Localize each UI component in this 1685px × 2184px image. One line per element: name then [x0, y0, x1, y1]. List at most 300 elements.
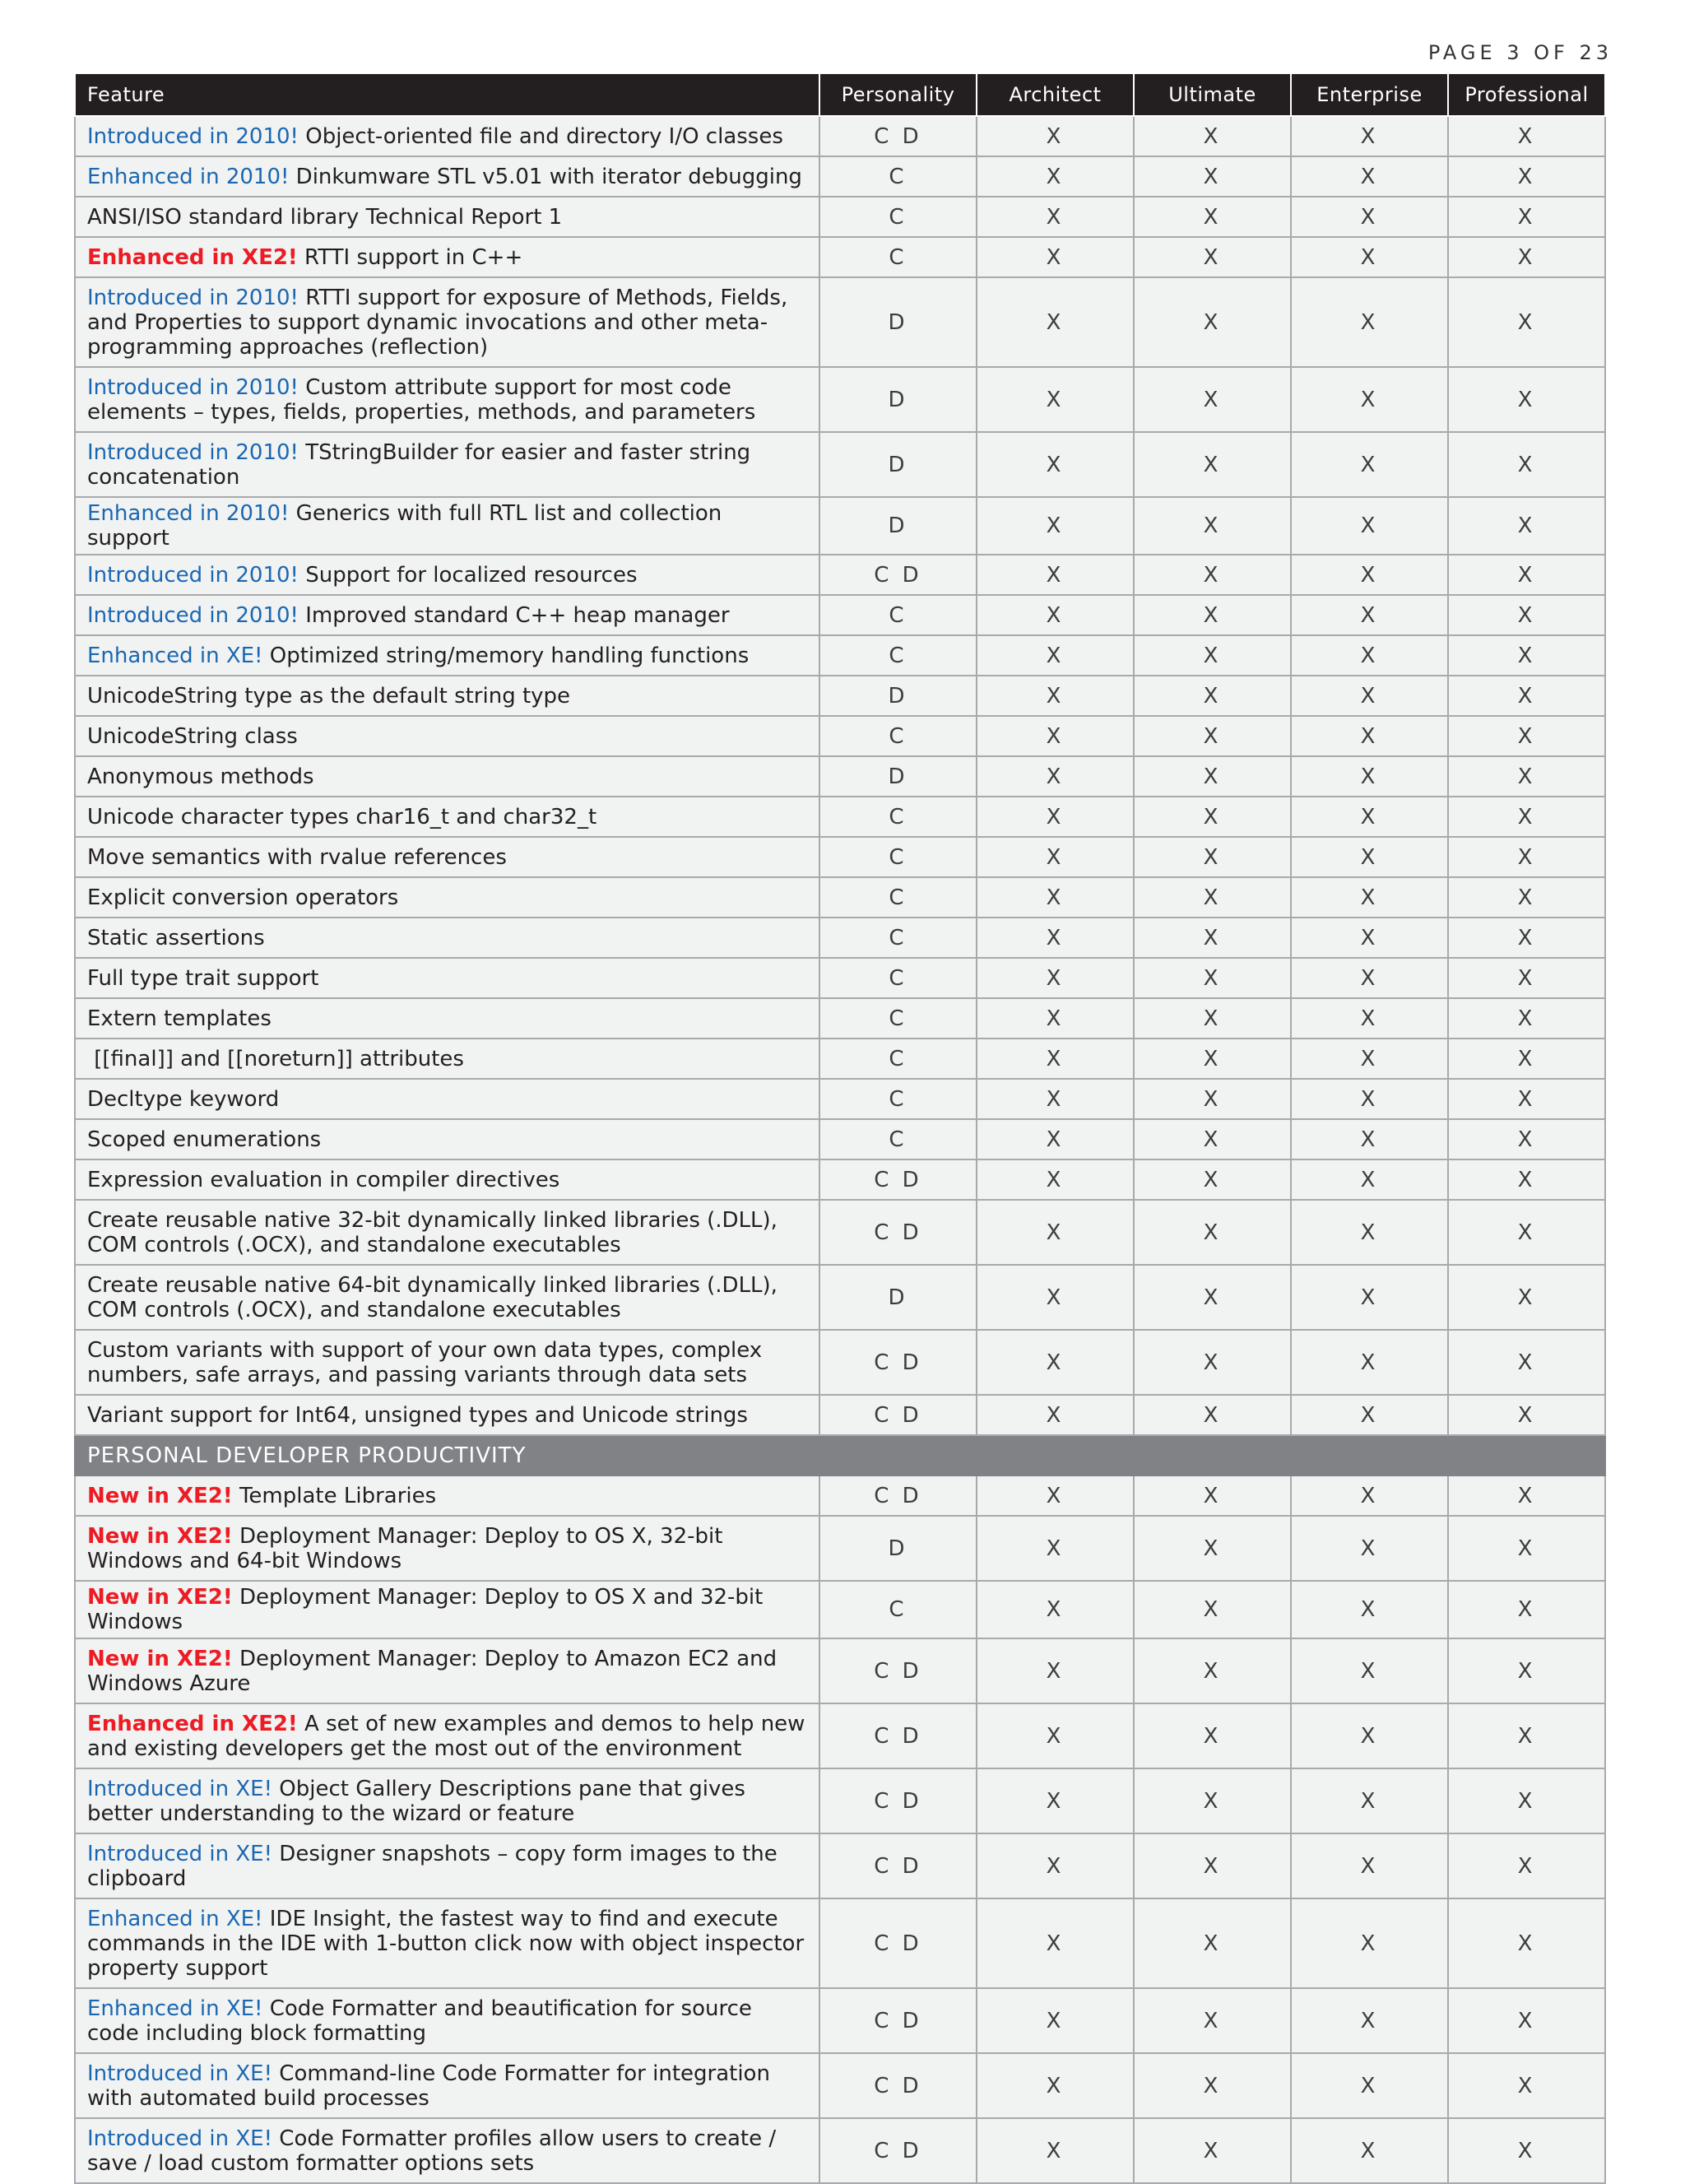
feature-status-prefix: Enhanced in 2010!	[87, 501, 290, 526]
enterprise-cell: X	[1291, 998, 1448, 1039]
table-row	[75, 756, 1605, 797]
personality-cell: C	[819, 918, 977, 958]
professional-cell: X	[1448, 877, 1605, 918]
personality-cell: C	[819, 837, 977, 877]
table-row	[75, 1395, 1605, 1435]
table-row	[75, 918, 1605, 958]
professional-cell: X	[1448, 432, 1605, 497]
architect-cell: X	[977, 432, 1134, 497]
architect-cell: X	[977, 1638, 1134, 1703]
table-row	[75, 1200, 1605, 1265]
personality-cell: C	[819, 1039, 977, 1079]
feature-status-prefix: Enhanced in XE!	[87, 643, 263, 668]
feature-status-prefix: Enhanced in XE!	[87, 1996, 263, 2021]
table-row	[75, 1581, 1605, 1638]
table-row	[75, 716, 1605, 756]
enterprise-cell: X	[1291, 1581, 1448, 1638]
feature-description: Code Formatter and beautification for source code including block formatting	[87, 1996, 759, 2046]
personality-cell: C	[819, 237, 977, 277]
table-row	[75, 1768, 1605, 1833]
feature-description: Variant support for Int64, unsigned types and Unicode strings	[87, 1402, 748, 1428]
architect-cell: X	[977, 555, 1134, 595]
feature-description: Template Libraries	[232, 1483, 437, 1508]
feature-cell	[75, 716, 819, 756]
feature-description: Deployment Manager: Deploy to OS X, 32-bit Windows and 64-bit Windows	[87, 1523, 730, 1573]
personality-cell: C D	[819, 1395, 977, 1435]
professional-cell: X	[1448, 1159, 1605, 1200]
ultimate-cell: X	[1134, 2118, 1291, 2183]
personality-cell: C	[819, 877, 977, 918]
table-row	[75, 432, 1605, 497]
feature-description: Static assertions	[87, 925, 265, 950]
enterprise-cell: X	[1291, 1988, 1448, 2053]
feature-cell	[75, 1200, 819, 1265]
feature-description: Deployment Manager: Deploy to OS X and 32-bit Windows	[87, 1585, 770, 1634]
enterprise-cell: X	[1291, 1516, 1448, 1581]
feature-status-prefix: Introduced in XE!	[87, 2061, 273, 2086]
architect-cell: X	[977, 918, 1134, 958]
ultimate-cell: X	[1134, 1330, 1291, 1395]
feature-cell	[75, 277, 819, 367]
table-row	[75, 1833, 1605, 1898]
architect-cell: X	[977, 1395, 1134, 1435]
professional-cell: X	[1448, 635, 1605, 676]
table-row	[75, 497, 1605, 555]
enterprise-cell: X	[1291, 958, 1448, 998]
personality-cell: C	[819, 716, 977, 756]
architect-cell: X	[977, 1581, 1134, 1638]
ultimate-cell: X	[1134, 1159, 1291, 1200]
personality-cell: D	[819, 277, 977, 367]
professional-cell: X	[1448, 156, 1605, 197]
feature-status-prefix: Introduced in 2010!	[87, 602, 299, 628]
architect-cell: X	[977, 197, 1134, 237]
ultimate-cell: X	[1134, 595, 1291, 635]
professional-cell: X	[1448, 555, 1605, 595]
enterprise-cell: X	[1291, 277, 1448, 367]
professional-cell: X	[1448, 1119, 1605, 1159]
table-row	[75, 116, 1605, 156]
professional-cell: X	[1448, 998, 1605, 1039]
personality-cell: D	[819, 676, 977, 716]
table-row	[75, 877, 1605, 918]
personality-cell: C D	[819, 1898, 977, 1988]
feature-cell	[75, 756, 819, 797]
personality-cell: C D	[819, 1988, 977, 2053]
feature-description: Improved standard C++ heap manager	[298, 602, 730, 628]
ultimate-cell: X	[1134, 156, 1291, 197]
page-number: PAGE 3 OF 23	[1427, 41, 1613, 64]
enterprise-cell: X	[1291, 432, 1448, 497]
ultimate-cell: X	[1134, 1395, 1291, 1435]
ultimate-cell: X	[1134, 756, 1291, 797]
feature-cell	[75, 555, 819, 595]
architect-cell: X	[977, 635, 1134, 676]
personality-cell: C D	[819, 555, 977, 595]
feature-matrix-table	[74, 74, 1606, 2184]
feature-status-prefix: Introduced in XE!	[87, 2126, 273, 2151]
professional-cell: X	[1448, 116, 1605, 156]
ultimate-cell: X	[1134, 1768, 1291, 1833]
ultimate-cell: X	[1134, 1475, 1291, 1516]
professional-cell: X	[1448, 277, 1605, 367]
feature-status-prefix: Introduced in 2010!	[87, 123, 299, 149]
personality-cell: C	[819, 635, 977, 676]
table-row	[75, 1638, 1605, 1703]
professional-cell: X	[1448, 837, 1605, 877]
feature-status-prefix: Introduced in 2010!	[87, 439, 299, 465]
feature-description: Command-line Code Formatter for integration with automated build processes	[87, 2061, 778, 2111]
feature-description: Anonymous methods	[87, 764, 314, 789]
architect-cell: X	[977, 756, 1134, 797]
personality-cell: D	[819, 367, 977, 432]
feature-cell	[75, 958, 819, 998]
personality-cell: C	[819, 595, 977, 635]
table-row	[75, 958, 1605, 998]
feature-description: Move semantics with rvalue references	[87, 844, 507, 870]
feature-cell	[75, 1395, 819, 1435]
enterprise-cell: X	[1291, 1768, 1448, 1833]
enterprise-cell: X	[1291, 756, 1448, 797]
enterprise-cell: X	[1291, 367, 1448, 432]
feature-description: ANSI/ISO standard library Technical Report 1	[87, 204, 563, 230]
personality-cell: C D	[819, 1330, 977, 1395]
ultimate-cell: X	[1134, 716, 1291, 756]
table-row	[75, 2053, 1605, 2118]
ultimate-cell: X	[1134, 1898, 1291, 1988]
enterprise-cell: X	[1291, 1039, 1448, 1079]
table-row	[75, 2118, 1605, 2183]
enterprise-cell: X	[1291, 1200, 1448, 1265]
ultimate-cell: X	[1134, 1833, 1291, 1898]
col-header-ultimate: Ultimate	[1134, 74, 1291, 116]
architect-cell: X	[977, 958, 1134, 998]
feature-cell	[75, 1119, 819, 1159]
personality-cell: C	[819, 998, 977, 1039]
feature-cell	[75, 918, 819, 958]
architect-cell: X	[977, 1159, 1134, 1200]
ultimate-cell: X	[1134, 958, 1291, 998]
ultimate-cell: X	[1134, 1265, 1291, 1330]
professional-cell: X	[1448, 1988, 1605, 2053]
professional-cell: X	[1448, 1039, 1605, 1079]
feature-cell	[75, 116, 819, 156]
enterprise-cell: X	[1291, 1475, 1448, 1516]
table-row	[75, 1265, 1605, 1330]
ultimate-cell: X	[1134, 676, 1291, 716]
table-row	[75, 1119, 1605, 1159]
col-header-architect: Architect	[977, 74, 1134, 116]
feature-description: Deployment Manager: Deploy to Amazon EC2 and Windows Azure	[87, 1646, 784, 1696]
ultimate-cell: X	[1134, 367, 1291, 432]
ultimate-cell: X	[1134, 497, 1291, 555]
feature-cell	[75, 156, 819, 197]
ultimate-cell: X	[1134, 555, 1291, 595]
professional-cell: X	[1448, 1638, 1605, 1703]
personality-cell: C D	[819, 1638, 977, 1703]
feature-cell	[75, 237, 819, 277]
feature-description: Custom attribute support for most code elements – types, fields, properties, methods, and parameters	[87, 374, 756, 425]
enterprise-cell: X	[1291, 2118, 1448, 2183]
architect-cell: X	[977, 277, 1134, 367]
ultimate-cell: X	[1134, 1581, 1291, 1638]
ultimate-cell: X	[1134, 1200, 1291, 1265]
architect-cell: X	[977, 1988, 1134, 2053]
ultimate-cell: X	[1134, 116, 1291, 156]
feature-cell	[75, 2053, 819, 2118]
feature-status-prefix: Introduced in 2010!	[87, 374, 299, 400]
personality-cell: C	[819, 197, 977, 237]
table-row	[75, 156, 1605, 197]
architect-cell: X	[977, 2118, 1134, 2183]
table-row	[75, 1475, 1605, 1516]
architect-cell: X	[977, 837, 1134, 877]
personality-cell: C D	[819, 1159, 977, 1200]
feature-cell	[75, 1581, 819, 1638]
table-row	[75, 1703, 1605, 1768]
feature-cell	[75, 1988, 819, 2053]
table-row	[75, 676, 1605, 716]
table-row	[75, 1988, 1605, 2053]
professional-cell: X	[1448, 1395, 1605, 1435]
personality-cell: C D	[819, 116, 977, 156]
professional-cell: X	[1448, 497, 1605, 555]
feature-status-prefix: Enhanced in XE2!	[87, 244, 298, 270]
feature-description: Full type trait support	[87, 965, 319, 991]
enterprise-cell: X	[1291, 837, 1448, 877]
professional-cell: X	[1448, 1833, 1605, 1898]
ultimate-cell: X	[1134, 432, 1291, 497]
professional-cell: X	[1448, 1330, 1605, 1395]
ultimate-cell: X	[1134, 237, 1291, 277]
feature-cell	[75, 837, 819, 877]
table-row	[75, 367, 1605, 432]
professional-cell: X	[1448, 797, 1605, 837]
feature-cell	[75, 1475, 819, 1516]
professional-cell: X	[1448, 918, 1605, 958]
professional-cell: X	[1448, 1079, 1605, 1119]
feature-status-prefix: Enhanced in XE!	[87, 1906, 263, 1931]
feature-cell	[75, 1516, 819, 1581]
feature-description: UnicodeString class	[87, 723, 298, 749]
professional-cell: X	[1448, 1703, 1605, 1768]
enterprise-cell: X	[1291, 1898, 1448, 1988]
enterprise-cell: X	[1291, 1079, 1448, 1119]
feature-description: Generics with full RTL list and collection support	[87, 501, 729, 551]
feature-description: Support for localized resources	[298, 562, 638, 588]
table-row	[75, 635, 1605, 676]
professional-cell: X	[1448, 1898, 1605, 1988]
feature-cell	[75, 998, 819, 1039]
feature-description: RTTI support in C++	[297, 244, 523, 270]
personality-cell: D	[819, 432, 977, 497]
ultimate-cell: X	[1134, 1516, 1291, 1581]
table-row	[75, 1330, 1605, 1395]
feature-status-prefix: Introduced in XE!	[87, 1776, 273, 1801]
feature-description: Custom variants with support of your own data types, complex numbers, safe arrays, and passing variants through data sets	[87, 1337, 769, 1387]
feature-cell	[75, 877, 819, 918]
table-row	[75, 797, 1605, 837]
architect-cell: X	[977, 1475, 1134, 1516]
feature-description: Create reusable native 32-bit dynamically linked libraries (.DLL), COM controls (.OCX), and standalone executables	[87, 1207, 785, 1257]
feature-cell	[75, 1079, 819, 1119]
enterprise-cell: X	[1291, 716, 1448, 756]
professional-cell: X	[1448, 1265, 1605, 1330]
personality-cell: C D	[819, 1200, 977, 1265]
architect-cell: X	[977, 1703, 1134, 1768]
table-row	[75, 1898, 1605, 1988]
personality-cell: C D	[819, 1475, 977, 1516]
feature-status-prefix: Introduced in XE!	[87, 1841, 273, 1866]
ultimate-cell: X	[1134, 1079, 1291, 1119]
professional-cell: X	[1448, 1475, 1605, 1516]
personality-cell: C	[819, 797, 977, 837]
table-row	[75, 595, 1605, 635]
feature-status-prefix: Introduced in 2010!	[87, 562, 299, 588]
architect-cell: X	[977, 1265, 1134, 1330]
feature-description: Create reusable native 64-bit dynamically linked libraries (.DLL), COM controls (.OCX), and standalone executables	[87, 1272, 785, 1322]
architect-cell: X	[977, 797, 1134, 837]
enterprise-cell: X	[1291, 197, 1448, 237]
feature-description: Object-oriented file and directory I/O classes	[298, 123, 783, 149]
feature-status-prefix: New in XE2!	[87, 1585, 233, 1610]
ultimate-cell: X	[1134, 1039, 1291, 1079]
personality-cell: C D	[819, 1833, 977, 1898]
feature-description: Unicode character types char16_t and char32_t	[87, 804, 597, 829]
architect-cell: X	[977, 1079, 1134, 1119]
architect-cell: X	[977, 1330, 1134, 1395]
table-row	[75, 197, 1605, 237]
enterprise-cell: X	[1291, 237, 1448, 277]
table-row	[75, 1079, 1605, 1119]
feature-status-prefix: New in XE2!	[87, 1646, 233, 1671]
table-row	[75, 555, 1605, 595]
feature-description: Scoped enumerations	[87, 1127, 322, 1152]
enterprise-cell: X	[1291, 918, 1448, 958]
personality-cell: C D	[819, 1703, 977, 1768]
feature-description: UnicodeString type as the default string type	[87, 683, 571, 709]
architect-cell: X	[977, 156, 1134, 197]
enterprise-cell: X	[1291, 676, 1448, 716]
feature-description: Explicit conversion operators	[87, 885, 399, 910]
architect-cell: X	[977, 2053, 1134, 2118]
architect-cell: X	[977, 716, 1134, 756]
architect-cell: X	[977, 367, 1134, 432]
section-header-row	[75, 1435, 1605, 1475]
feature-status-prefix: Enhanced in 2010!	[87, 164, 290, 189]
enterprise-cell: X	[1291, 2053, 1448, 2118]
feature-description: TStringBuilder for easier and faster string concatenation	[87, 439, 758, 490]
professional-cell: X	[1448, 367, 1605, 432]
ultimate-cell: X	[1134, 998, 1291, 1039]
enterprise-cell: X	[1291, 1159, 1448, 1200]
col-header-feature: Feature	[75, 74, 819, 116]
professional-cell: X	[1448, 1200, 1605, 1265]
professional-cell: X	[1448, 1581, 1605, 1638]
feature-cell	[75, 635, 819, 676]
personality-cell: C	[819, 1581, 977, 1638]
feature-cell	[75, 1039, 819, 1079]
personality-cell: D	[819, 756, 977, 797]
ultimate-cell: X	[1134, 837, 1291, 877]
ultimate-cell: X	[1134, 2053, 1291, 2118]
ultimate-cell: X	[1134, 877, 1291, 918]
feature-description: Designer snapshots – copy form images to the clipboard	[87, 1841, 785, 1891]
ultimate-cell: X	[1134, 1119, 1291, 1159]
ultimate-cell: X	[1134, 197, 1291, 237]
feature-cell	[75, 197, 819, 237]
enterprise-cell: X	[1291, 1833, 1448, 1898]
personality-cell: D	[819, 497, 977, 555]
personality-cell: C D	[819, 2053, 977, 2118]
feature-description: IDE Insight, the fastest way to find and execute commands in the IDE with 1-button click now with object inspector property support	[87, 1906, 811, 1981]
enterprise-cell: X	[1291, 1703, 1448, 1768]
professional-cell: X	[1448, 2118, 1605, 2183]
personality-cell: D	[819, 1516, 977, 1581]
personality-cell: C	[819, 156, 977, 197]
feature-cell	[75, 595, 819, 635]
architect-cell: X	[977, 1119, 1134, 1159]
header-row	[75, 74, 1605, 116]
architect-cell: X	[977, 998, 1134, 1039]
architect-cell: X	[977, 237, 1134, 277]
feature-description: Expression evaluation in compiler directives	[87, 1167, 560, 1192]
ultimate-cell: X	[1134, 1703, 1291, 1768]
professional-cell: X	[1448, 1768, 1605, 1833]
personality-cell: C	[819, 958, 977, 998]
personality-cell: C	[819, 1079, 977, 1119]
feature-cell	[75, 1159, 819, 1200]
professional-cell: X	[1448, 1516, 1605, 1581]
professional-cell: X	[1448, 197, 1605, 237]
professional-cell: X	[1448, 595, 1605, 635]
architect-cell: X	[977, 1516, 1134, 1581]
section-title: PERSONAL DEVELOPER PRODUCTIVITY	[75, 1435, 1605, 1475]
professional-cell: X	[1448, 716, 1605, 756]
feature-description: Decltype keyword	[87, 1086, 280, 1112]
architect-cell: X	[977, 877, 1134, 918]
enterprise-cell: X	[1291, 877, 1448, 918]
table-row	[75, 277, 1605, 367]
feature-cell	[75, 1768, 819, 1833]
enterprise-cell: X	[1291, 555, 1448, 595]
ultimate-cell: X	[1134, 635, 1291, 676]
architect-cell: X	[977, 116, 1134, 156]
architect-cell: X	[977, 497, 1134, 555]
feature-cell	[75, 1638, 819, 1703]
table-row	[75, 1516, 1605, 1581]
enterprise-cell: X	[1291, 1119, 1448, 1159]
col-header-personality: Personality	[819, 74, 977, 116]
enterprise-cell: X	[1291, 1265, 1448, 1330]
personality-cell: C	[819, 1119, 977, 1159]
architect-cell: X	[977, 1768, 1134, 1833]
personality-cell: C D	[819, 1768, 977, 1833]
feature-status-prefix: New in XE2!	[87, 1523, 233, 1549]
feature-cell	[75, 1898, 819, 1988]
personality-cell: C D	[819, 2118, 977, 2183]
enterprise-cell: X	[1291, 116, 1448, 156]
personality-cell: D	[819, 1265, 977, 1330]
feature-cell	[75, 2118, 819, 2183]
col-header-professional: Professional	[1448, 74, 1605, 116]
feature-cell	[75, 432, 819, 497]
architect-cell: X	[977, 1898, 1134, 1988]
table-row	[75, 1039, 1605, 1079]
feature-description: Code Formatter profiles allow users to create / save / load custom formatter options sets	[87, 2126, 783, 2176]
professional-cell: X	[1448, 237, 1605, 277]
table-row	[75, 237, 1605, 277]
